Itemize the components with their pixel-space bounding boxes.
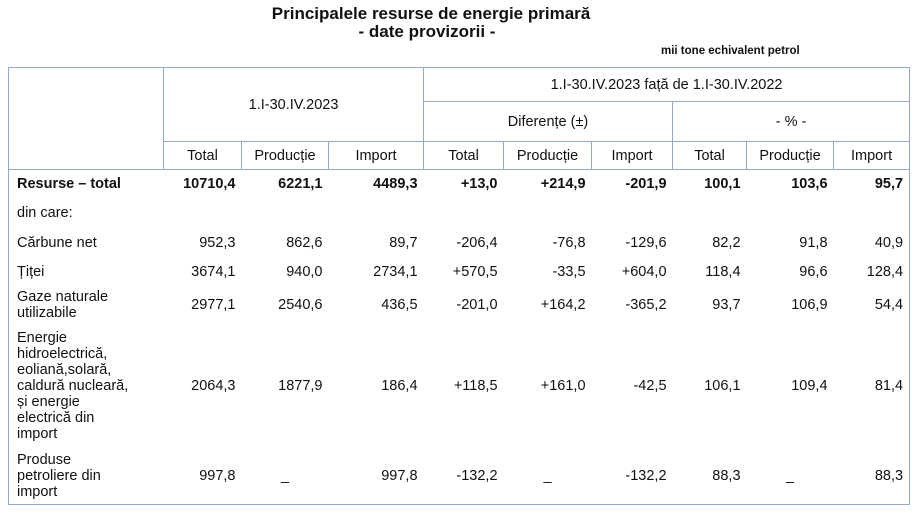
table-cell: _ — [242, 449, 329, 505]
document-subtitle: - date provizorii - — [358, 22, 496, 41]
energy-resources-table — [8, 67, 910, 505]
unit-label: mii tone echivalent petrol — [661, 45, 800, 57]
table-cell: 88,3 — [834, 449, 910, 505]
table-cell: -365,2 — [625, 296, 667, 313]
row-label — [9, 286, 164, 324]
table-cell — [164, 198, 242, 228]
header-period: 1.I-30.IV.2023 — [164, 68, 424, 142]
table-cell: +570,5 — [452, 263, 498, 280]
header-row-1 — [9, 68, 910, 102]
col-header-pct-total: Total — [673, 142, 747, 170]
row-label-line: petroliere din — [17, 468, 101, 485]
table-cell: 81,4 — [834, 324, 910, 449]
row-label-line: hidroelectrică, — [17, 346, 108, 362]
row-label-line: utilizabile — [17, 304, 77, 321]
row-label-line: electrică din — [17, 410, 95, 426]
table-cell: 186,4 — [381, 378, 418, 394]
row-label: Țiței — [9, 258, 164, 286]
table-row-produse-petroliere — [9, 449, 910, 505]
table-cell: 1877,9 — [278, 378, 323, 394]
table-cell: 100,1 — [704, 175, 741, 192]
table-cell: -129,6 — [625, 234, 667, 251]
table-cell: _ — [504, 449, 592, 505]
row-label-line: caldură nucleară, — [17, 378, 129, 394]
table-cell: 106,9 — [791, 296, 828, 313]
table-cell — [329, 198, 424, 228]
col-header-total: Total — [164, 142, 242, 170]
col-header-diff-productie: Producție — [504, 142, 592, 170]
table-cell — [834, 198, 910, 228]
table-cell — [592, 198, 673, 228]
table-cell: 3674,1 — [191, 263, 236, 280]
row-label-line: și energie — [17, 394, 80, 410]
header-percent: - % - — [673, 102, 910, 142]
document-title: Principalele resurse de energie primară — [271, 4, 591, 23]
table-cell: 128,4 — [834, 258, 910, 286]
table-cell: 952,3 — [199, 234, 236, 251]
table-cell — [747, 198, 834, 228]
col-header-pct-productie: Producție — [747, 142, 834, 170]
table-cell: +161,0 — [540, 378, 586, 394]
row-label-line: Produse — [17, 452, 72, 469]
table-cell: 96,6 — [799, 263, 828, 280]
row-label-line: eoliană,solară, — [17, 362, 112, 378]
table-cell: _ — [747, 449, 834, 505]
col-header-import: Import — [329, 142, 424, 170]
col-header-pct-import: Import — [834, 142, 910, 170]
table-cell: -132,2 — [424, 449, 504, 505]
table-cell: 10710,4 — [183, 175, 236, 192]
table-cell: 6221,1 — [278, 175, 323, 192]
table-cell: 95,7 — [834, 170, 910, 198]
table-cell — [424, 198, 504, 228]
col-header-diff-total: Total — [424, 142, 504, 170]
table-cell: 4489,3 — [373, 175, 418, 192]
table-cell: 997,8 — [164, 449, 242, 505]
table-cell: 2540,6 — [278, 296, 323, 313]
table-cell: -201,0 — [456, 296, 498, 313]
table-row-titei — [9, 258, 910, 286]
table-cell: 436,5 — [381, 296, 418, 313]
row-label — [9, 324, 164, 449]
table-cell: +13,0 — [460, 175, 498, 192]
table-row-energie — [9, 324, 910, 449]
header-differences: Diferențe (±) — [424, 102, 673, 142]
table-cell: 89,7 — [389, 234, 418, 251]
table-cell: 2734,1 — [373, 263, 418, 280]
table-cell: +164,2 — [540, 296, 586, 313]
table-cell: -206,4 — [456, 234, 498, 251]
table-row-gaze — [9, 286, 910, 324]
table-cell — [242, 198, 329, 228]
table-cell: 54,4 — [834, 286, 910, 324]
row-label: din care: — [9, 198, 164, 228]
row-label: Cărbune net — [9, 228, 164, 258]
row-label — [9, 449, 164, 505]
table-cell: 2977,1 — [191, 296, 236, 313]
table-cell: 862,6 — [286, 234, 323, 251]
row-label-line: import — [17, 426, 58, 442]
table-cell: -201,9 — [625, 175, 667, 192]
table-row-carbune — [9, 228, 910, 258]
table-cell: 2064,3 — [191, 378, 236, 394]
table-cell: -132,2 — [592, 449, 673, 505]
table-cell: -76,8 — [552, 234, 586, 251]
table-cell: 88,3 — [673, 449, 747, 505]
table-cell: -42,5 — [633, 378, 667, 394]
row-label: Resurse – total — [9, 170, 164, 198]
table-cell: -33,5 — [552, 263, 586, 280]
table-cell: 82,2 — [712, 234, 741, 251]
table-cell: 91,8 — [799, 234, 828, 251]
col-header-productie: Producție — [242, 142, 329, 170]
header-comparison: 1.I-30.IV.2023 față de 1.I-30.IV.2022 — [424, 68, 910, 102]
row-label-line: Energie — [17, 330, 67, 346]
header-corner-cell — [9, 68, 164, 170]
table-row-din-care — [9, 198, 910, 228]
col-header-diff-import: Import — [592, 142, 673, 170]
table-cell: 40,9 — [834, 228, 910, 258]
table-cell: 109,4 — [791, 378, 828, 394]
table-cell: 93,7 — [712, 296, 741, 313]
table-cell: +604,0 — [621, 263, 667, 280]
table-cell: 106,1 — [704, 378, 741, 394]
table-cell: 103,6 — [791, 175, 828, 192]
table-cell: +118,5 — [453, 378, 498, 394]
table-cell — [504, 198, 592, 228]
table-row-resurse-total — [9, 170, 910, 198]
table-cell: +214,9 — [540, 175, 586, 192]
table-cell: 997,8 — [329, 449, 424, 505]
row-label-line: Gaze naturale — [17, 288, 109, 305]
table-cell: 118,4 — [705, 263, 741, 280]
table-cell — [673, 198, 747, 228]
table-cell: 940,0 — [286, 263, 323, 280]
row-label-line: import — [17, 484, 58, 501]
